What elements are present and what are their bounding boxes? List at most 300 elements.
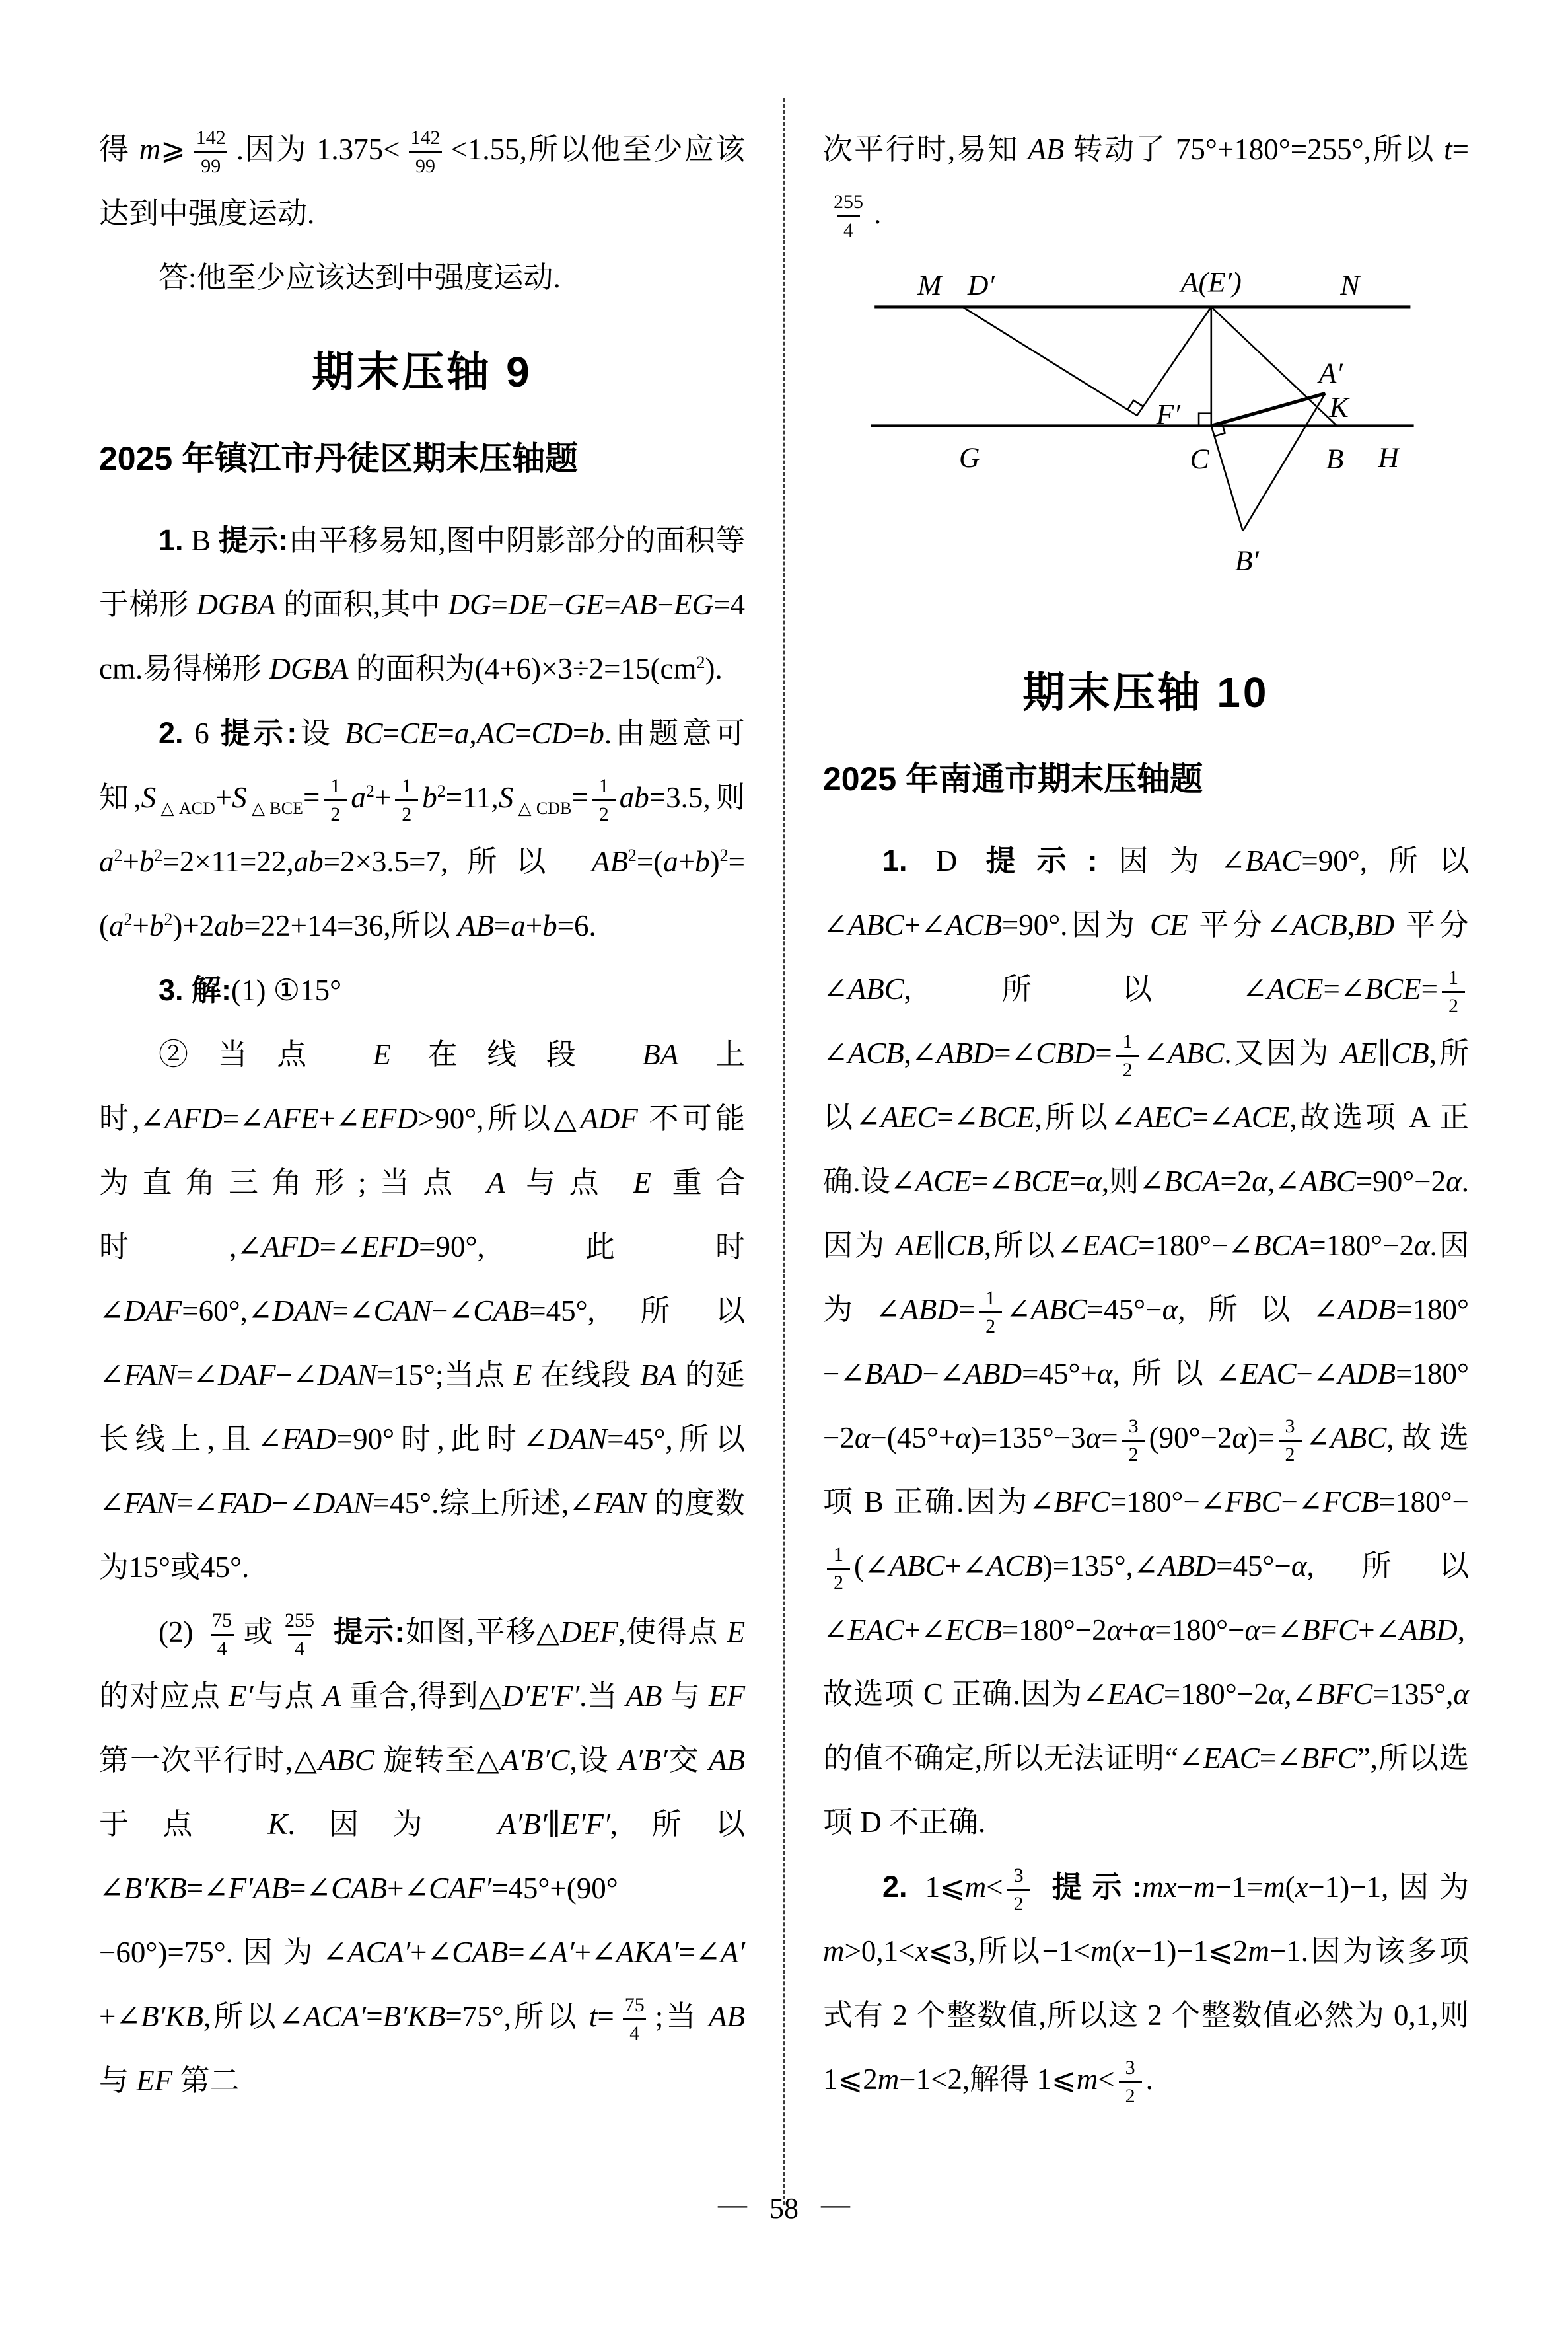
math-run: ABC [847,973,904,1006]
math-run: ABD [900,1293,958,1326]
text-run: =180°− [1378,1485,1469,1518]
math-run: a [511,909,526,942]
math-run: BCA [1253,1229,1310,1262]
math-run: BAD [865,1357,923,1390]
math-run: EFD [360,1102,418,1135]
text-run: )= [1248,1421,1275,1454]
subsection-heading-nantong: 2025 年南通市期末压轴题 [823,760,1203,797]
page-number: 58 [769,2192,799,2225]
text-run: =2×3.5=7,所以 [323,845,592,878]
math-run: ab [293,845,324,878]
text-run: ) [709,845,720,878]
math-run: b [139,845,155,878]
math-run: BD [1355,908,1395,941]
math-run: BCE [978,1101,1035,1134]
math-run: ACA′ [347,1936,411,1969]
math-run: AB [709,2000,745,2033]
text-run: = [366,2000,383,2033]
text-run: 设 [297,717,345,750]
text-run: = [491,588,508,621]
text-run: 或 [242,1615,275,1648]
math-run: AEC [1135,1101,1192,1134]
fraction [395,776,418,825]
math-run: x [915,1935,929,1968]
text-run: =90°,此时∠ [99,1230,745,1327]
superscript-run: 2 [154,846,163,865]
fraction-denominator: 2 [395,799,418,825]
math-run: FAD [282,1422,336,1456]
paragraph-item-2-right [823,1855,1469,2112]
math-run: E [373,1038,391,1071]
fraction-denominator: 2 [1007,1889,1030,1914]
math-run: FAN [594,1487,647,1520]
math-run: BFC [1316,1678,1373,1711]
math-run: EF [136,2064,173,2097]
fraction-denominator: 4 [837,215,860,240]
text-run: ∥ [547,1808,561,1841]
fraction [592,776,616,825]
text-run: =∠ [508,1936,550,1969]
text-run: ,所以∠ [99,1808,745,1905]
math-run: DAN [272,1294,332,1327]
math-run: E [633,1166,652,1199]
superscript-run: 2 [627,846,637,865]
math-run: α [1106,1613,1123,1646]
fraction-numerator: 1 [402,775,412,797]
math-run: AFE [264,1102,319,1135]
superscript-run: 2 [719,846,729,865]
text-run: ∠ [1305,1421,1331,1454]
math-run: EAC [1240,1357,1297,1390]
math-run: AB [457,909,494,942]
text-run: + [215,781,232,814]
subscript-run: △CDB [513,799,572,818]
text-run: −∠ [1296,1357,1338,1390]
text-run: =6. [557,909,596,942]
fraction-denominator: 99 [194,151,227,176]
fraction-denominator: 2 [1122,1440,1145,1465]
text-run: =180°−2 [1163,1678,1269,1711]
math-run: m [1076,2063,1098,2096]
text-run: 旋转至△ [374,1744,501,1777]
math-run: b [422,781,437,814]
text-run: =∠ [1192,1101,1234,1134]
fraction-numerator: 142 [410,127,441,149]
text-run: −(45°+ [870,1421,956,1454]
text-run: =90°,所以∠ [823,844,1469,941]
math-run: a [109,909,124,942]
math-run: E′F′ [561,1808,610,1841]
fraction-numerator: 1 [330,775,341,797]
text-run [1034,1870,1052,1903]
text-run: 的延长线上,且∠ [99,1358,745,1456]
figure-label-A-prime: A′ [1318,357,1343,389]
text-run: =∠ [678,1936,721,1969]
text-run: , [469,717,477,750]
fraction-numerator: 142 [196,127,226,149]
math-run: GE [564,588,604,621]
fraction-numerator: 75 [212,1609,232,1632]
math-run: CB [946,1229,984,1262]
math-run: α [1085,1421,1102,1454]
math-run: BC [345,717,383,750]
text-run: =2 [1220,1165,1252,1198]
math-run: α [1244,1613,1261,1646]
math-run: m [1194,1870,1215,1903]
text-run: .由题意可知, [99,717,745,814]
fraction-numerator: 3 [1285,1415,1295,1438]
text-run: ;当 [655,2000,709,2033]
text-run [325,1615,334,1648]
fraction [278,1611,321,1659]
text-run: 与 [99,2064,137,2097]
fraction-denominator: 2 [1119,2081,1142,2106]
figure-label-D-prime: D′ [967,269,995,301]
fraction [1007,1866,1030,1914]
math-run: AE [896,1229,933,1262]
fraction-denominator: 2 [979,1311,1002,1337]
math-run: F′AB [228,1872,289,1905]
text-run: =180°−2 [1001,1613,1107,1646]
figure-label-H: H [1378,441,1399,474]
text-run: = [493,909,511,942]
text-run: =∠ [289,1872,332,1905]
text-run: 答:他至少应该达到中强度运动. [159,261,561,294]
math-run: m [823,1935,845,1968]
math-run: ABD [1158,1549,1217,1582]
text-run: ,所以∠ [823,1037,1469,1134]
text-run: >0,1< [844,1935,915,1968]
text-run: ,∠ [1267,1165,1300,1198]
fraction-numerator: 255 [834,191,863,213]
math-run: ACE [915,1165,972,1198]
math-run: A [487,1166,505,1199]
math-run: AEC [880,1101,937,1134]
text-run: =90°.因为 [1001,908,1150,941]
math-run: α [1096,1357,1113,1390]
fraction-denominator: 2 [324,799,347,825]
superscript-run: 2 [696,653,705,672]
fraction [324,776,347,825]
math-run: E [727,1615,745,1648]
math-run: α [1252,1165,1267,1198]
math-run: CB [1391,1037,1429,1070]
text-run: =45°.综上所述,∠ [373,1487,594,1520]
text-run: =45°+ [1022,1357,1097,1390]
text-run: 次平行时,易知 [823,133,1028,166]
text-run: = [1095,1037,1112,1070]
math-run: t [588,2000,598,2033]
superscript-run: 2 [114,846,123,865]
fraction-numerator: 1 [1448,967,1458,989]
fraction [404,128,447,176]
text-run: −1<2,解得 1⩽ [899,2063,1077,2096]
math-run: CBD [1036,1037,1096,1070]
math-run: AKA′ [616,1936,679,1969]
fraction-denominator: 4 [288,1634,311,1659]
math-run: A′B′ [497,1808,548,1841]
math-run: BA [640,1358,677,1391]
math-run: CAB [473,1294,530,1327]
math-run: A′B′C [500,1744,570,1777]
math-run: AC [476,717,515,750]
text-run: 重合,得到△ [341,1679,503,1713]
text-run: )=135°−3 [970,1421,1086,1454]
math-run: FCB [1322,1485,1379,1518]
math-run: ab [214,909,244,942]
text-run: ∠ [1006,1293,1031,1326]
text-run: + [678,845,695,878]
text-run: ”,所以选项 D 不正确. [823,1742,1469,1839]
math-run: α [1232,1421,1248,1454]
figure-label-B: B [1326,443,1344,475]
math-run: AB [1028,133,1065,166]
text-run: D [907,844,986,877]
text-run: =180°−∠ [1138,1229,1254,1262]
text-run: +∠ [904,908,946,941]
math-run: ABC [1030,1293,1087,1326]
math-run: ACB [945,908,1002,941]
math-run: BCE [1365,973,1421,1006]
figure-label-C: C [1190,443,1209,475]
text-run: ②当点 [159,1038,373,1071]
math-run: A′ [550,1936,575,1969]
text-run: =∠ [937,1101,979,1134]
math-run: α [1086,1165,1102,1198]
math-run: FAD [218,1487,272,1520]
text-run: 因为∠ [1097,844,1246,877]
fraction [1279,1417,1302,1465]
text-run: =75°,所以 [445,2000,589,2033]
superscript-run: 2 [164,910,173,929]
text-run: ( [1112,1935,1122,1968]
text-run: ,∠ [1284,1678,1317,1711]
math-run: AB [591,845,628,878]
fraction-numerator: 1 [834,1543,843,1566]
paragraph-item-1 [99,508,745,701]
text-run: =( [99,845,745,942]
text-run: ,故选项 A 正确.设∠ [823,1101,1469,1198]
right-angle-mark-C-above [1199,414,1211,426]
fraction [1119,2058,1142,2106]
text-run: +∠ [99,2000,141,2033]
text-run: = [958,1293,976,1326]
text-run: B [183,524,219,557]
math-run: CAB [331,1872,388,1905]
text-run: =45°− [1216,1549,1291,1582]
math-run: a [351,781,366,814]
text-run: 平分∠ [1188,908,1291,941]
text-run: =15°;当点 [376,1358,514,1391]
bold-label-run: 提示: [218,523,289,557]
math-run: m [964,1870,987,1903]
text-run: 在线段 [390,1038,643,1071]
math-run: m [139,133,161,166]
text-run: =4 cm.易得梯形 [99,588,745,685]
math-run: b [695,845,710,878]
text-run: =∠ [176,1358,219,1391]
math-run: ACE [1233,1101,1290,1134]
math-run: ABC [1168,1037,1225,1070]
text-run: =180°−∠ [823,1293,1469,1390]
math-run: DG [448,588,491,621]
math-run: EFD [361,1230,419,1263]
text-run: +∠ [1358,1613,1400,1646]
superscript-run: 2 [365,782,374,801]
fraction-denominator: 99 [409,151,442,176]
text-run: +∠ [387,1872,429,1905]
math-run: b [542,909,557,942]
footer-right-dash: — [821,2188,850,2221]
math-run: AE [1341,1037,1378,1070]
math-run: b [149,909,164,942]
superscript-run: 2 [437,782,446,801]
text-run: 与 [662,1679,709,1713]
math-run: ACB [986,1549,1043,1582]
subscript-run: △BCE [246,799,303,818]
math-run: FAN [124,1358,176,1391]
text-run: ,所以∠ [1178,1293,1338,1326]
text-run: =60°,∠ [182,1294,273,1327]
text-run: (1) ①15° [231,974,342,1007]
text-run: 的面积,其中 [275,588,448,621]
fraction [190,128,232,176]
math-run: FAN [124,1487,176,1520]
text-run: =180°−2 [823,1357,1469,1454]
subsection-heading-zhenjiang: 2025 年镇江市丹徒区期末压轴题 [99,440,579,477]
paragraph-answer-statement [99,246,745,310]
text-run: 由平移易知,图中阴影部分的面积等于梯形 [99,524,745,621]
right-column [823,118,1469,2112]
fraction-denominator: 2 [827,1568,850,1593]
bold-label-run: 提示: [220,716,297,750]
text-run: +∠ [410,1936,452,1969]
footer-left-dash: — [718,2188,747,2221]
geometry-figure [823,264,1469,630]
math-run: B′KB [124,1872,187,1905]
figure-label-N: N [1340,269,1360,301]
fraction-numerator: 3 [1013,1864,1024,1887]
math-run: α [1453,1678,1469,1711]
math-run: D′E′F′ [502,1679,580,1713]
text-run: = [597,2000,614,2033]
math-run: a [663,845,678,878]
math-run: EAC [1107,1678,1164,1711]
fraction [979,1288,1002,1337]
text-run: =180°− [1155,1613,1245,1646]
text-run: .因为 1.375< [236,133,400,166]
math-run: α [1413,1229,1430,1262]
math-run: CAN [373,1294,432,1327]
text-run: . [1145,2063,1153,2096]
column-divider [783,98,785,2205]
math-run: m [1248,1935,1269,1968]
text-run: −1= [1215,1870,1264,1903]
math-run: α [1268,1678,1285,1711]
text-run: −1)−1,因为 [1308,1870,1469,1903]
math-run: BCE [1013,1165,1069,1198]
text-run: ). [705,652,723,685]
text-run: ⩾ [160,133,186,166]
text-run: = [1069,1165,1087,1198]
text-run: =45°+(90°−60°)=75°.因为∠ [99,1872,618,1969]
text-run: 交 [667,1744,709,1777]
bold-label-run: 2. [159,716,184,750]
math-run: FBC [1225,1485,1281,1518]
math-run: t [1444,133,1452,166]
math-run: α [854,1421,871,1454]
text-run: + [525,909,543,942]
math-run: DEF [560,1615,618,1648]
math-run: mx [1142,1870,1177,1903]
math-run: DE [507,588,548,621]
figure-label-G: G [958,441,980,474]
page-footer [0,2188,1568,2225]
text-run: +∠ [574,1936,616,1969]
math-run: ACB [847,1037,904,1070]
math-run: EG [674,588,714,621]
math-run: ABD [1400,1613,1458,1646]
math-run: a [454,717,470,750]
math-run: ACB [1291,908,1347,941]
text-run: +∠ [944,1549,987,1582]
math-run: m [1090,1935,1112,1968]
math-run: EF [708,1679,745,1713]
text-run: ,设 [569,1744,619,1777]
figure-label-F-prime: F′ [1156,398,1180,431]
text-run: = [303,781,320,814]
math-run: B′KB [141,2000,203,2033]
text-run: = [1421,973,1438,1006]
text-run: = [437,717,454,750]
text-run: ∠ [823,1037,848,1070]
math-run: ABC [1330,1421,1387,1454]
math-run: DAN [317,1358,377,1391]
figure-label-K: K [1329,391,1349,424]
text-run: 在线段 [532,1358,641,1391]
math-run: A [322,1679,341,1713]
text-run: =∠ [186,1872,229,1905]
text-run: + [122,845,139,878]
math-run: BCA [1164,1165,1221,1198]
text-run: 的度数为15°或45°. [99,1487,745,1584]
math-run: A′B′ [618,1744,668,1777]
fraction [1116,1032,1139,1080]
text-run: −1)−1⩽2 [1135,1935,1248,1968]
text-run: . [874,197,882,230]
math-run: a [99,845,114,878]
math-run: S [232,781,247,814]
math-run: K [267,1808,288,1841]
text-run: ,故选项 B 正确.因为∠ [823,1421,1469,1518]
text-run: ,所以∠ [904,973,1267,1006]
math-run: BAC [1245,844,1302,877]
math-run: BA [642,1038,679,1071]
text-run: + [374,781,392,814]
text-run: ,使得点 [618,1615,727,1648]
figure-label-B-prime: B′ [1234,544,1259,577]
fraction-numerator: 1 [1122,1031,1133,1053]
text-run: 与点 [505,1166,633,1199]
text-run: (∠ [854,1549,889,1582]
math-run: ECB [945,1613,1002,1646]
text-run: ∥ [932,1229,946,1262]
text-run: − [657,588,674,621]
math-run: AFD [262,1230,320,1263]
text-run: −∠ [271,1487,314,1520]
fraction [205,1611,238,1659]
text-run: 不可能为直角三角形;当点 [99,1102,745,1199]
